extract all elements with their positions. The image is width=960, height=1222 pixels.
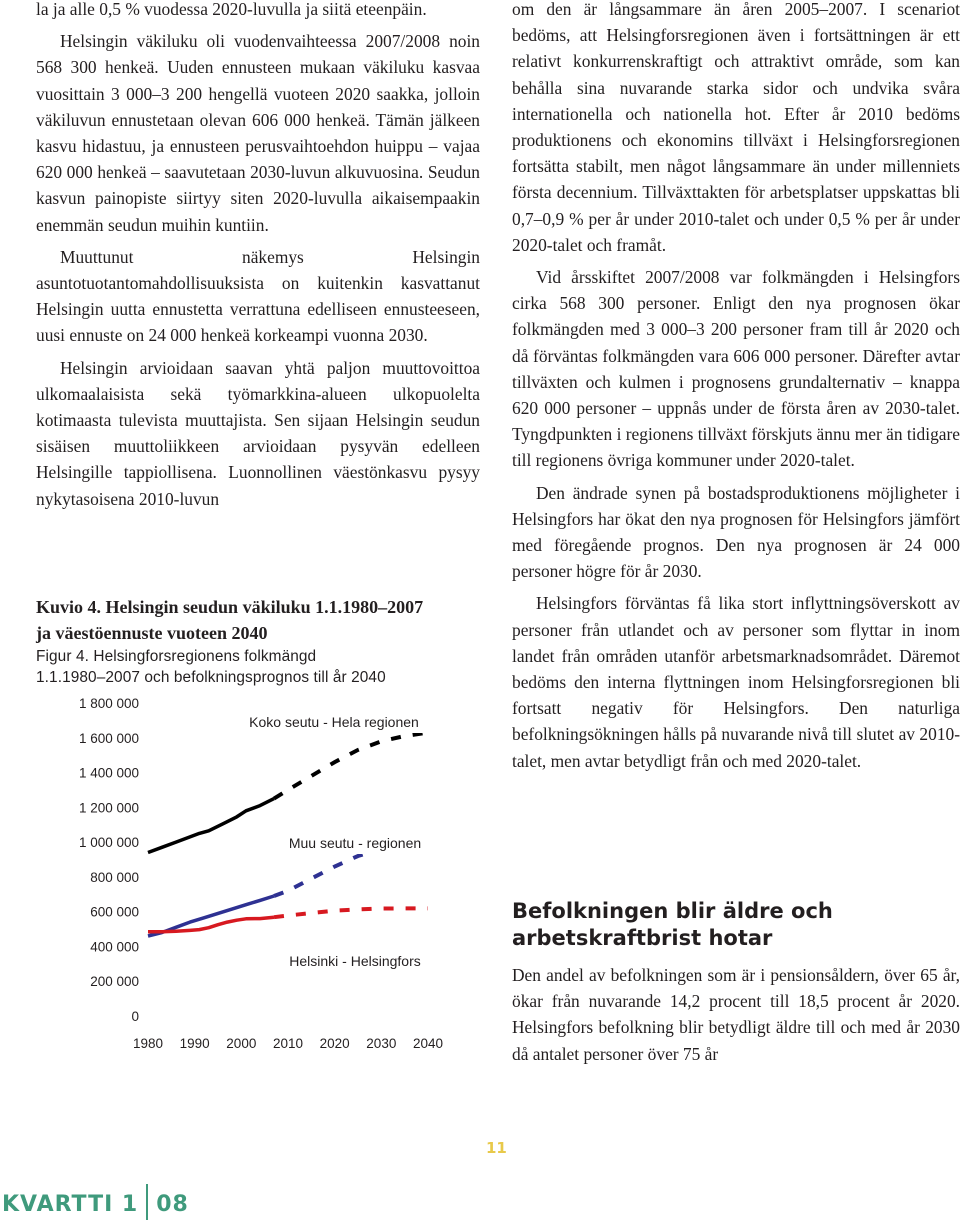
y-tick-label: 1 000 000 [78, 835, 139, 851]
figure-title-fi: ja väestöennuste vuoteen 2040 [36, 623, 268, 643]
paragraph: Den andel av befolkningen som är i pensionsåldern, över 65 år, ökar från nuvarande 14,2 procent till 18,5 procent år 2020. Helsingfors befolkning blir betydligt äldre till och med år 2030 då antalet personer över 75 år [512, 965, 960, 1064]
series-label: Koko seutu - Hela regionen [249, 714, 419, 730]
x-tick-label: 2000 [226, 1036, 257, 1051]
section-heading: Befolkningen blir äldre och arbetskraftbrist hotar [512, 899, 833, 950]
footer-masthead [2, 1184, 189, 1220]
y-tick-label: 0 [131, 1009, 139, 1024]
paragraph: Helsingin väkiluku oli vuodenvaihteessa 2007/2008 noin 568 300 henkeä. Uuden ennusteen mukaan väkiluku kasvaa vuosittain 3 000–3 200 hengellä vuoteen 2020 saakka, jolloin väkiluvun ennustetaan olevan 606 000 henkeä. Tämän jälkeen kasvu hidastuu, ja ennusteen perusvaihtoehdon huippu – vajaa 620 000 henkeä – saavutetaan 2030-luvun alkuvuosina. Seudun kasvun painopiste siirtyy siten 2020-luvulla aikaisempaakin enemmän seudun muihin kuntiin. [36, 31, 480, 235]
paragraph: Helsingin arvioidaan saavan yhtä paljon muuttovoittoa ulkomaalaisista sekä työmarkkina-alueen ulkopuolelta kotimaasta tulevista muuttajista. Sen sijaan Helsingin seudun sisäisen muuttoliikkeen arvioidaan pysyvän edelleen Helsingille tappiollisena. Luonnollinen väestönkasvu pysyy nykytasoisena 2010-luvun [36, 357, 480, 509]
x-tick-label: 2010 [272, 1036, 304, 1051]
divider [146, 1184, 148, 1220]
x-tick-label: 1980 [132, 1036, 164, 1051]
population-chart [36, 686, 466, 1076]
paragraph: la ja alle 0,5 % vuodessa 2020-luvulla ja siitä eteenpäin. [36, 0, 427, 19]
paragraph: om den är långsammare än åren 2005–2007. I scenariot bedöms, att Helsingforsregionen även i fortsättningen är ett relativt konkurrenskraftigt och attraktivt område, som kan behålla sina nuvarande starka sidor och undvika svåra internationella och nationella hot. Efter år 2010 bedöms produktionens och ekonomins tillväxt i Helsingforsregionen fortsätta stabilt, men något långsammare än under millenniets första decennium. Tillväxttakten för arbetsplatser uppskattas bli 0,7–0,9 % per år under 2010-talet och under 0,5 % per år under 2020-talet och framåt. [512, 0, 960, 255]
y-tick-label: 1 800 000 [78, 696, 139, 711]
left-column [36, 0, 480, 518]
series-label: Muu seutu - regionen [288, 835, 422, 851]
y-tick-label: 1 600 000 [78, 730, 139, 746]
x-tick-label: 2040 [412, 1036, 444, 1051]
paragraph: Muuttunut näkemys Helsingin asuntotuotantomahdollisuuksista on kuitenkin kasvattanut Helsingin uutta ennustetta verrattuna edelliseen ennusteeseen, uusi ennuste on 24 000 henkeä korkeampi vuonna 2030. [36, 246, 480, 346]
y-tick-label: 600 000 [90, 904, 139, 920]
x-tick-label: 1990 [179, 1036, 210, 1051]
series-line-observed [148, 799, 274, 853]
figure-title-sv: Figur 4. Helsingforsregionens folkmängd [36, 648, 317, 665]
series-line-forecast [274, 908, 428, 917]
y-tick-label: 400 000 [90, 939, 139, 955]
series-line-forecast [274, 733, 428, 799]
right-column [512, 0, 960, 780]
x-tick-label: 2030 [366, 1036, 397, 1051]
y-tick-label: 200 000 [90, 974, 139, 990]
issue-year: 08 [156, 1192, 189, 1217]
figure-title-sv: 1.1.1980–2007 och befolkningsprognos till år 2040 [36, 669, 386, 686]
y-tick-label: 800 000 [90, 869, 139, 885]
page-number: 11 [486, 1139, 507, 1157]
paragraph: Vid årsskiftet 2007/2008 var folkmängden i Helsingfors cirka 568 300 personer. Enligt den nya prognosen ökar folkmängden med 3 000–3 200 personer fram till år 2020 och då förväntas folkmängden vara 606 000 personer. Därefter avtar tillväxten och kulmen i prognosens grundalternativ – knappa 620 000 personer – uppnås under de första åren av 2030-talet. Tyngdpunkten i regionens tillväxt förskjuts ännu mer än tidigare till regionens övriga kommuner under 2020-talet. [512, 267, 960, 471]
paragraph: Helsingfors förväntas få lika stort inflyttningsöverskott av personer från utlandet och av personer som flyttar in inom landet från områden utanför arbetsmarknadsområdet. Däremot bedöms den interna flyttningen inom Helsingforsregionen bli fortsatt negativ för Helsingfors. Den naturliga befolkningsökningen hålls på nuvarande nivå till slutet av 2010-talet, men avtar betydligt från och med 2020-talet. [512, 593, 960, 771]
magazine-name: KVARTTI 1 [2, 1192, 139, 1217]
paragraph: Den ändrade synen på bostadsproduktionens möjligheter i Helsingfors har ökat den nya prognosen för Helsingfors jämfört med föregående prognos. Den nya prognosen är 24 000 personer högre för år 2030. [512, 482, 960, 582]
series-label: Helsinki - Helsingfors [289, 953, 421, 969]
y-tick-label: 1 400 000 [78, 765, 139, 781]
y-tick-label: 1 200 000 [78, 800, 139, 816]
figure-caption [36, 594, 496, 688]
figure-title-fi: Kuvio 4. Helsingin seudun väkiluku 1.1.1980–2007 [36, 597, 424, 617]
x-tick-label: 2020 [319, 1036, 350, 1051]
